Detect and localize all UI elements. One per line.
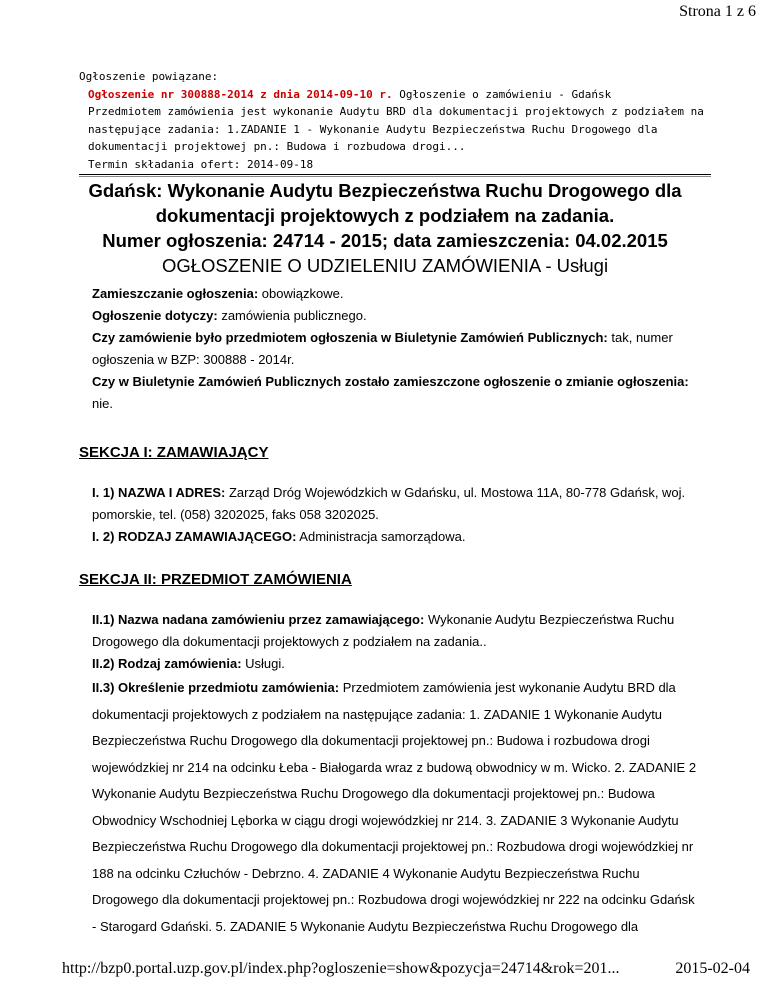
- section-2-title: SEKCJA II: PRZEDMIOT ZAMÓWIENIA: [79, 571, 352, 588]
- related-link-suffix: Ogłoszenie o zamówieniu - Gdańsk: [392, 87, 612, 101]
- title-line-1: Gdańsk: Wykonanie Audytu Bezpieczeństwa Ruchu Drogowego dla: [88, 180, 682, 201]
- field-label: Czy w Biuletynie Zamówień Publicznych zostało zamieszczone ogłoszenie o zmianie ogłoszenia:: [92, 374, 689, 389]
- field-rodzaj-zamowienia: [92, 653, 702, 675]
- title-line-2: dokumentacji projektowych z podziałem na zadania.: [155, 205, 615, 226]
- related-deadline: Termin składania ofert: 2014-09-18: [88, 157, 314, 171]
- field-bzp: [92, 327, 702, 371]
- field-value: Zarząd Dróg Wojewódzkich w Gdańsku, ul. Mostowa 11A, 80-778 Gdańsk, woj. pomorskie, tel. (058) 3202025, faks 058 3202025.: [92, 485, 686, 522]
- field-label: I. 2) RODZAJ ZAMAWIAJĄCEGO:: [92, 529, 297, 544]
- footer-date: 2015-02-04: [675, 960, 750, 977]
- field-nazwa-adres: [92, 482, 702, 526]
- field-dotyczy: [92, 305, 702, 327]
- field-value: nie.: [92, 396, 113, 411]
- field-label: Ogłoszenie dotyczy:: [92, 308, 218, 323]
- footer-url: http://bzp0.portal.uzp.gov.pl/index.php?ogloszenie=show&pozycja=24714&rok=201...: [62, 960, 620, 977]
- related-notice: [79, 68, 719, 173]
- related-label: Ogłoszenie powiązane:: [79, 70, 219, 83]
- field-label: II.3) Określenie przedmiotu zamówienia:: [92, 680, 340, 695]
- field-value: tak, numer ogłoszenia w BZP: 300888 - 2014r.: [92, 330, 673, 367]
- related-notice-link[interactable]: Ogłoszenie nr 300888-2014 z dnia 2014-09-10 r.: [88, 87, 393, 101]
- field-label: II.2) Rodzaj zamówienia:: [92, 656, 242, 671]
- field-rodzaj-zamawiajacego: [92, 526, 702, 548]
- related-description: Przedmiotem zamówienia jest wykonanie Audytu BRD dla dokumentacji projektowych z podziałem na następujące zadania: 1.ZADANIE 1 - Wykonanie Audytu Bezpieczeństwa Ruchu Drogowego dla dokumentacji projektowej pn.: Budowa i rozbudowa drogi...: [88, 105, 704, 153]
- page-number: Strona 1 z 6: [679, 3, 756, 20]
- field-zmiana: [92, 371, 702, 415]
- field-label: Zamieszczanie ogłoszenia:: [92, 286, 259, 301]
- section-1-title: SEKCJA I: ZAMAWIAJĄCY: [79, 444, 269, 461]
- title-line-3: Numer ogłoszenia: 24714 - 2015; data zamieszczenia: 04.02.2015: [102, 230, 668, 251]
- field-label: II.1) Nazwa nadana zamówieniu przez zamawiającego:: [92, 612, 425, 627]
- page-title: [60, 178, 710, 278]
- field-value: obowiązkowe.: [258, 286, 344, 301]
- field-label: I. 1) NAZWA I ADRES:: [92, 485, 226, 500]
- separator-rule: [79, 174, 711, 177]
- field-value: zamówienia publicznego.: [217, 308, 367, 323]
- field-okreslenie-przedmiotu: [92, 675, 702, 940]
- title-line-4: OGŁOSZENIE O UDZIELENIU ZAMÓWIENIA - Usługi: [161, 255, 609, 276]
- field-label: Czy zamówienie było przedmiotem ogłoszenia w Biuletynie Zamówień Publicznych:: [92, 330, 608, 345]
- field-zamieszczanie: [92, 283, 702, 305]
- field-value: Usługi.: [241, 656, 285, 671]
- field-value: Administracja samorządowa.: [296, 529, 466, 544]
- field-nazwa-zamowienia: [92, 609, 702, 653]
- field-value: Wykonanie Audytu Bezpieczeństwa Ruchu Drogowego dla dokumentacji projektowych z podziałem na zadania..: [92, 612, 675, 649]
- field-value: Przedmiotem zamówienia jest wykonanie Audytu BRD dla dokumentacji projektowych z podziałem na następujące zadania: 1. ZADANIE 1 Wykonanie Audytu Bezpieczeństwa Ruchu Drogowego dla dokumentacji projektowej pn.: Budowa i rozbudowa drogi wojewódzkiej nr 214 na odcinku Łeba - Białogarda wraz z budową obwodnicy w m. Wicko. 2. ZADANIE 2 Wykonanie Audytu Bezpieczeństwa Ruchu Drogowego dla dokumentacji projektowej pn.: Budowa Obwodnicy Wschodniej Lęborka w ciągu drogi wojewódzkiej nr 214. 3. ZADANIE 3 Wykonanie Audytu Bezpieczeństwa Ruchu Drogowego dla dokumentacji projektowej pn.: Rozbudowa drogi wojewódzkiej nr 188 na odcinku Człuchów - Debrzno. 4. ZADANIE 4 Wykonanie Audytu Bezpieczeństwa Ruchu Drogowego dla dokumentacji projektowej pn.: Rozbudowa drogi wojewódzkiej nr 222 na odcinku Gdańsk - Starogard Gdański. 5. ZADANIE 5 Wykonanie Audytu Bezpieczeństwa Ruchu Drogowego dla: [92, 680, 697, 934]
